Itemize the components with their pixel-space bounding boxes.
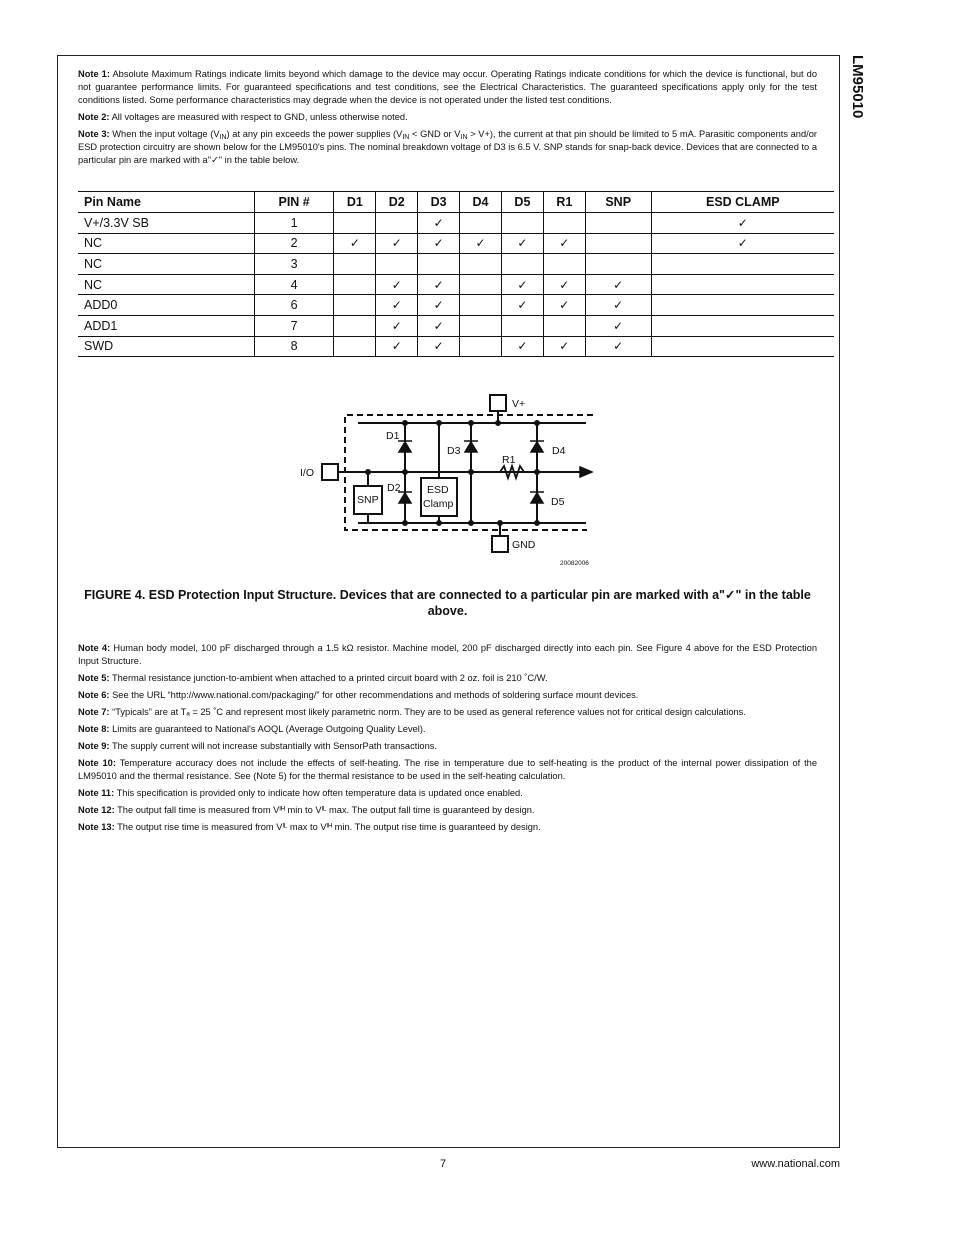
note-12 [78, 804, 817, 817]
check-icon: ✓ [559, 298, 570, 313]
pin-name-cell: V+/3.3V SB [78, 213, 254, 234]
check-icon: ✓ [433, 339, 444, 354]
mark-cell [501, 295, 543, 316]
check-icon: ✓ [475, 236, 486, 251]
d4-diode [531, 442, 543, 452]
mark-cell [501, 233, 543, 254]
check-icon: ✓ [737, 215, 748, 230]
label-esd: ESD [427, 484, 449, 496]
mark-cell [376, 295, 418, 316]
page-number: 7 [440, 1158, 447, 1170]
output-arrow [580, 467, 592, 477]
note-text: “Typicals” are at Tₐ = 25 ˚C and represent most likely parametric norm. They are to be used as general reference values not for critical design calculations. [112, 707, 746, 717]
mark-cell [376, 274, 418, 295]
mark-cell [418, 233, 460, 254]
notes-bottom [78, 642, 817, 838]
mark-cell [501, 254, 543, 275]
table-header-row [78, 192, 834, 213]
mark-cell [543, 295, 585, 316]
table-row [78, 274, 834, 295]
table-row [78, 315, 834, 336]
mark-cell [651, 315, 834, 336]
label-d2: D2 [387, 482, 401, 494]
mark-cell [376, 254, 418, 275]
pin-name-cell: ADD0 [78, 295, 254, 316]
column-header: SNP [585, 192, 651, 213]
note-label: Note 4: [78, 643, 111, 653]
mark-cell [585, 233, 651, 254]
figure-code: 20082006 [560, 560, 589, 567]
note-8 [78, 723, 817, 736]
note-label: Note 1: [78, 69, 110, 79]
note-label: Note 12: [78, 805, 115, 815]
check-icon: ✓ [559, 339, 570, 354]
table-row [78, 336, 834, 357]
mark-cell [418, 254, 460, 275]
mark-cell [334, 336, 376, 357]
mark-cell [543, 315, 585, 336]
label-gnd: GND [512, 539, 536, 551]
pin-number-cell: 1 [254, 213, 334, 234]
check-icon: ✓ [391, 277, 402, 292]
label-d4: D4 [552, 445, 566, 457]
note-label: Note 8: [78, 724, 110, 734]
check-icon: ✓ [433, 277, 444, 292]
pin-number-cell: 8 [254, 336, 334, 357]
check-icon: ✓ [737, 236, 748, 251]
check-icon: ✓ [613, 298, 624, 313]
check-icon: ✓ [559, 277, 570, 292]
d2-diode [399, 493, 411, 503]
mark-cell [418, 336, 460, 357]
note-3: Note 3: When the input voltage $(V_{IN})$ at any pin exceeds the power supplies ($V_{IN}$ < GND or $V_{IN} > V+$), the current at that pin should be limited to 5 mA. Parasitic components and/or ESD protection circuitry are shown below for the LM95010's pins. The nominal breakdown voltage of D3 is 6.5 V. SNP stands for snap-back device. Devices that are connected to a particular pin are marked with a"✓" in the table below. [78, 129, 817, 165]
mark-cell [460, 254, 502, 275]
table-row [78, 254, 834, 275]
check-icon: ✓ [433, 236, 444, 251]
note-4 [78, 642, 817, 668]
mark-cell [334, 315, 376, 336]
mark-cell [418, 213, 460, 234]
mark-cell [585, 336, 651, 357]
note-text: All voltages are measured with respect to GND, unless otherwise noted. [111, 112, 408, 122]
mark-cell [651, 295, 834, 316]
check-icon: ✓ [433, 318, 444, 333]
mark-cell [460, 213, 502, 234]
check-icon: ✓ [559, 236, 570, 251]
note-text: Temperature accuracy does not include the effects of self-heating. The rise in temperature due to self-heating is the product of the internal power dissipation of the LM95010 and the thermal resistance. See (Note 5) for the thermal resistance to be used in the self-heating calculation. [78, 758, 818, 781]
check-icon: ✓ [613, 277, 624, 292]
check-icon: ✓ [517, 277, 528, 292]
note-label: Note 13: [78, 822, 115, 832]
mark-cell [334, 213, 376, 234]
column-header: ESD CLAMP [651, 192, 834, 213]
mark-cell [543, 233, 585, 254]
mark-cell [651, 274, 834, 295]
esd-protection-figure [290, 390, 610, 570]
d5-diode [531, 493, 543, 503]
table-row [78, 233, 834, 254]
mark-cell [501, 315, 543, 336]
check-icon: ✓ [391, 298, 402, 313]
label-d3: D3 [447, 445, 461, 457]
label-clamp: Clamp [423, 498, 454, 510]
mark-cell [585, 254, 651, 275]
pin-number-cell: 3 [254, 254, 334, 275]
io-pad [322, 464, 338, 480]
side-title [846, 55, 868, 175]
note-text: Absolute Maximum Ratings indicate limits beyond which damage to the device may occur. Operating Ratings indicate conditions for which the device is functional, but do not guarantee performance limits. For guaranteed specifications and test conditions, see the Electrical Characteristics. The guaranteed specifications apply only for the test conditions listed. Some performance characteristics may degrade when the device is not operated under the listed test conditions. [78, 69, 817, 105]
mark-cell [334, 254, 376, 275]
part-number: LM95010 [849, 55, 866, 119]
note-2 [78, 111, 817, 124]
check-icon: ✓ [517, 298, 528, 313]
mark-cell [501, 336, 543, 357]
mark-cell [585, 274, 651, 295]
pin-table [78, 191, 834, 357]
note-text: Human body model, 100 pF discharged through a 1.5 kΩ resistor. Machine model, 200 pF discharged directly into each pin. See Figure 4 above for the ESD Protection Input Structure. [78, 643, 817, 666]
mark-cell [334, 295, 376, 316]
mark-cell [543, 336, 585, 357]
note-label: Note 3: [78, 129, 110, 139]
note-text: Limits are guaranteed to National's AOQL (Average Outgoing Quality Level). [112, 724, 426, 734]
mark-cell [501, 213, 543, 234]
check-icon: ✓ [433, 215, 444, 230]
mark-cell [585, 213, 651, 234]
note-5 [78, 672, 817, 685]
mark-cell [651, 254, 834, 275]
check-icon: ✓ [391, 318, 402, 333]
check-icon: ✓ [613, 318, 624, 333]
note-label: Note 6: [78, 690, 110, 700]
note-text: See the URL “http://www.national.com/packaging/” for other recommendations and methods of soldering surface mount devices. [112, 690, 639, 700]
mark-cell [585, 295, 651, 316]
note-text: The output fall time is measured from Vᴵᴴ min to Vᴵᴸ max. The output fall time is guaranteed by design. [117, 805, 535, 815]
mark-cell [376, 336, 418, 357]
mark-cell [651, 213, 834, 234]
pin-name-cell: ADD1 [78, 315, 254, 336]
column-header: PIN # [254, 192, 334, 213]
note-label: Note 11: [78, 788, 115, 798]
column-header: D4 [460, 192, 502, 213]
check-icon: ✓ [517, 339, 528, 354]
gnd-pad [492, 536, 508, 552]
note-text: The output rise time is measured from Vᴵᴸ max to Vᴵᴴ min. The output rise time is guaranteed by design. [117, 822, 541, 832]
check-icon: ✓ [391, 339, 402, 354]
mark-cell [543, 274, 585, 295]
mark-cell [460, 233, 502, 254]
mark-cell [460, 336, 502, 357]
footer-url[interactable]: www.national.com [751, 1158, 840, 1170]
label-d5: D5 [551, 496, 565, 508]
mark-cell [418, 295, 460, 316]
mark-cell [460, 315, 502, 336]
mark-cell [501, 274, 543, 295]
table-body [78, 213, 834, 357]
note-text: The supply current will not increase substantially with SensorPath transactions. [111, 741, 437, 751]
note-text: Thermal resistance junction-to-ambient when attached to a printed circuit board with 2 oz. foil is 210 ˚C/W. [111, 673, 548, 683]
pin-number-cell: 4 [254, 274, 334, 295]
note-6 [78, 689, 817, 702]
check-icon: ✓ [349, 236, 360, 251]
label-d1: D1 [386, 430, 400, 442]
mark-cell [376, 213, 418, 234]
pin-name-cell: NC [78, 274, 254, 295]
check-icon: ✓ [517, 236, 528, 251]
note-13 [78, 821, 817, 834]
label-snp: SNP [357, 494, 379, 506]
check-icon: ✓ [613, 339, 624, 354]
note-label: Note 5: [78, 673, 110, 683]
mark-cell [418, 274, 460, 295]
column-header: D2 [376, 192, 418, 213]
note-text: This specification is provided only to indicate how often temperature data is updated once enabled. [116, 788, 523, 798]
pin-name-cell: SWD [78, 336, 254, 357]
d1-diode [399, 442, 411, 452]
column-header: R1 [543, 192, 585, 213]
mark-cell [543, 213, 585, 234]
check-icon: ✓ [433, 298, 444, 313]
mark-cell [651, 336, 834, 357]
pin-name-cell: NC [78, 233, 254, 254]
mark-cell [376, 233, 418, 254]
mark-cell [460, 295, 502, 316]
note-label: Note 2: [78, 112, 110, 122]
note-label: Note 10: [78, 758, 116, 768]
table-row [78, 295, 834, 316]
mark-cell [585, 315, 651, 336]
column-header: D3 [418, 192, 460, 213]
note-1 [78, 68, 817, 107]
column-header: D5 [501, 192, 543, 213]
check-icon: ✓ [391, 236, 402, 251]
figure-caption: FIGURE 4. ESD Protection Input Structure. Devices that are connected to a particular pin are marked with a"✓" in the table above. [84, 588, 811, 618]
mark-cell [460, 274, 502, 295]
pin-number-cell: 6 [254, 295, 334, 316]
note-10 [78, 757, 817, 783]
label-vplus: V+ [512, 398, 526, 410]
note-11 [78, 787, 817, 800]
table-row [78, 213, 834, 234]
mark-cell [651, 233, 834, 254]
notes-top [78, 68, 817, 171]
pin-number-cell: 2 [254, 233, 334, 254]
mark-cell [418, 315, 460, 336]
note-label: Note 9: [78, 741, 110, 751]
pin-name-cell: NC [78, 254, 254, 275]
d3-diode [465, 442, 477, 452]
label-io: I/O [300, 467, 315, 479]
mark-cell [334, 274, 376, 295]
column-header: Pin Name [78, 192, 254, 213]
mark-cell [334, 233, 376, 254]
note-7 [78, 706, 817, 719]
pin-number-cell: 7 [254, 315, 334, 336]
label-r1: R1 [502, 454, 516, 466]
mark-cell [543, 254, 585, 275]
column-header: D1 [334, 192, 376, 213]
note-9 [78, 740, 817, 753]
vplus-pad [490, 395, 506, 411]
note-label: Note 7: [78, 707, 110, 717]
mark-cell [376, 315, 418, 336]
